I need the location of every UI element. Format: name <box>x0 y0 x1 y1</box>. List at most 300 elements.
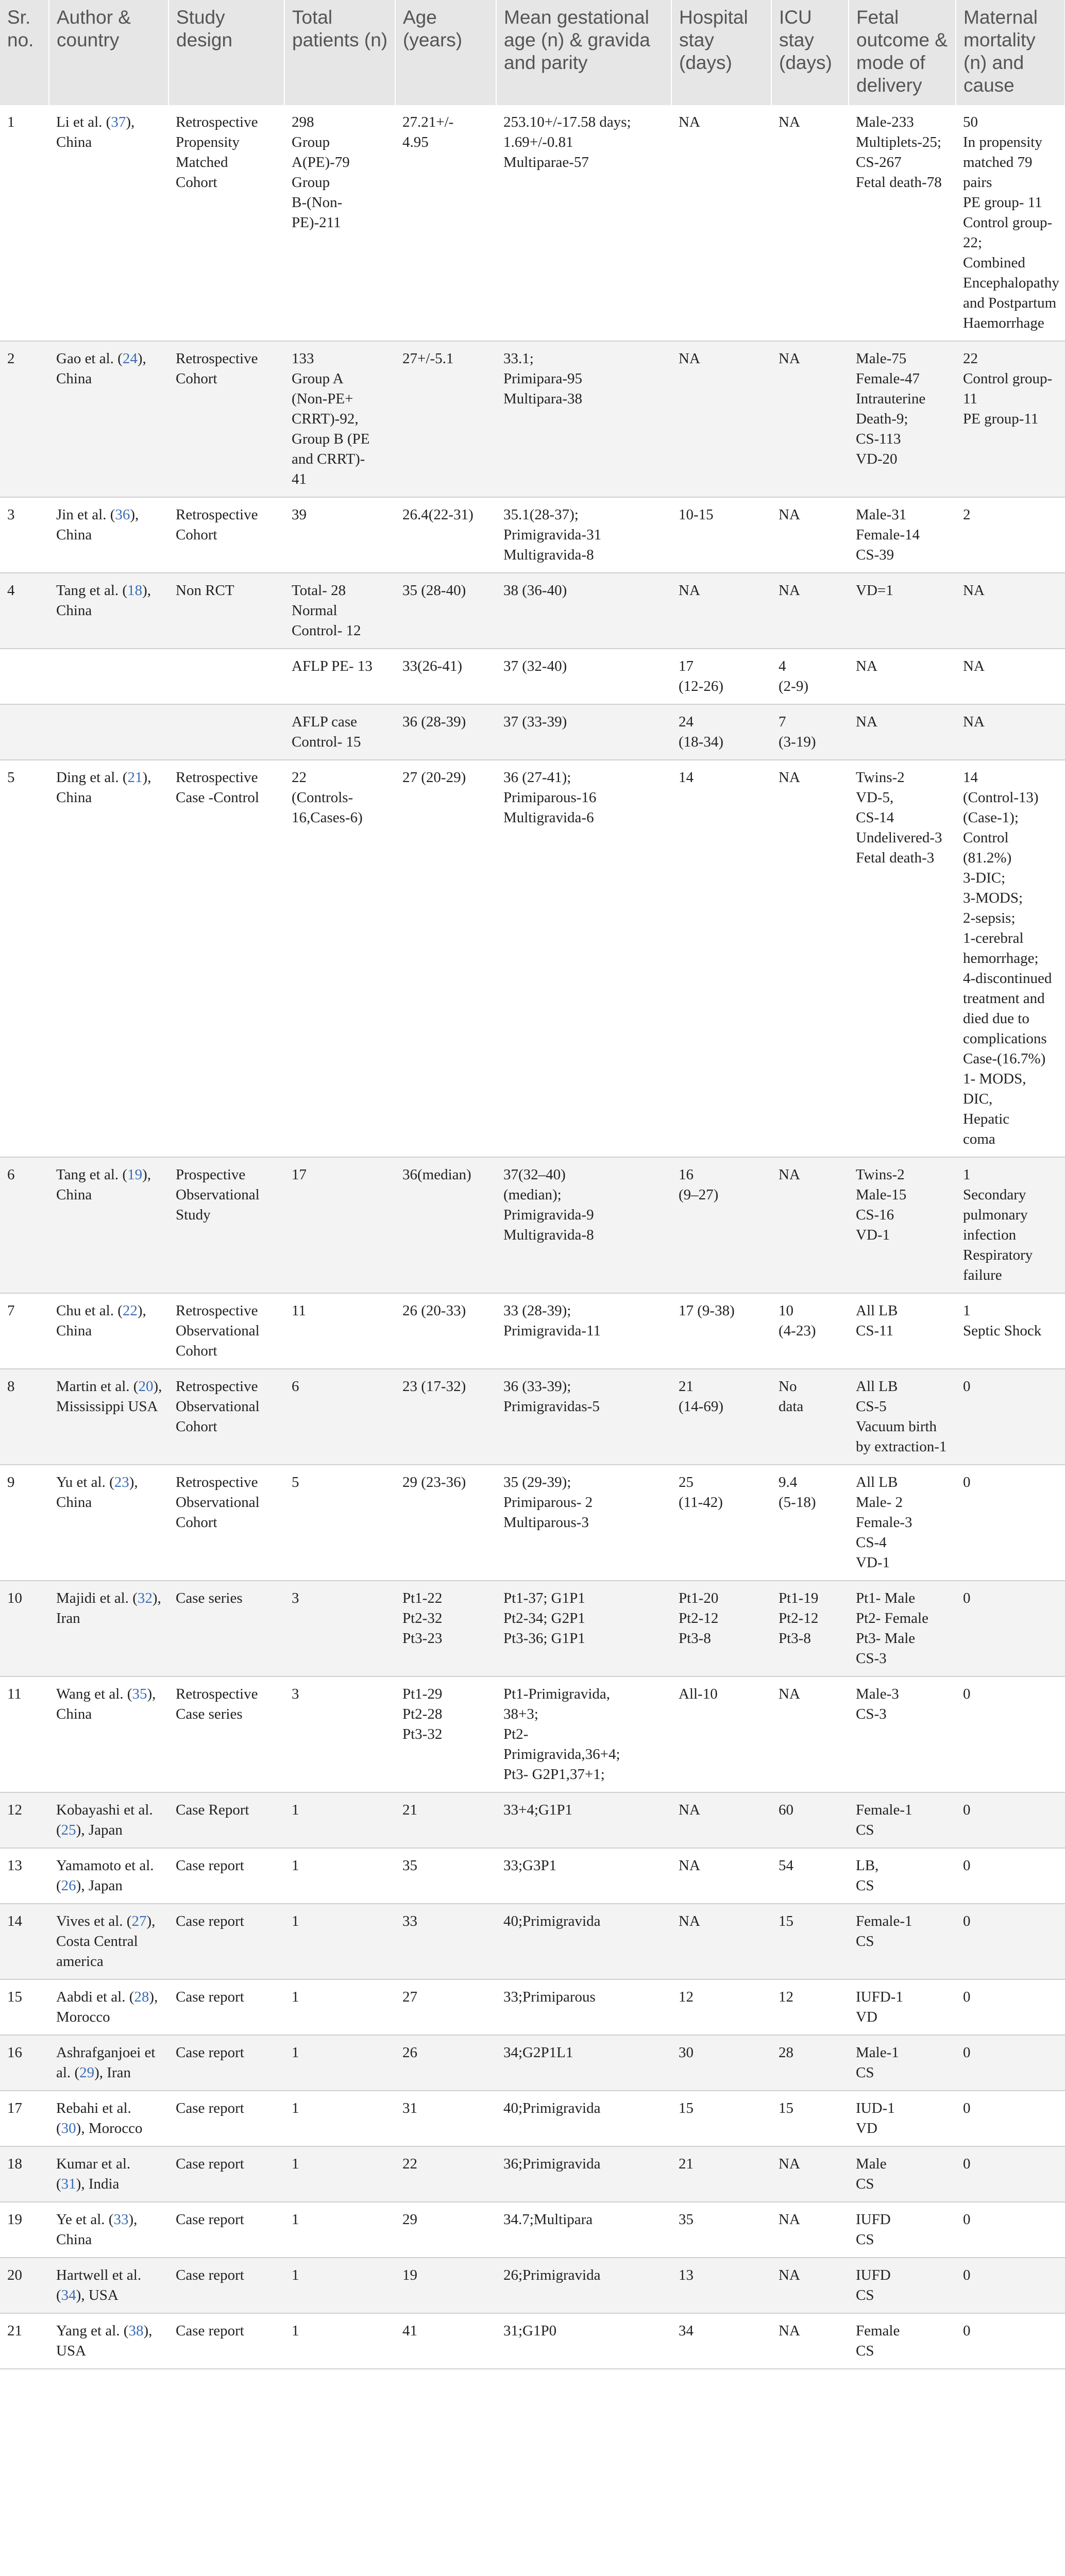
sr-no-cell: 18 <box>0 2146 49 2202</box>
cell-line: AFLP PE- 13 <box>292 658 373 674</box>
age-cell <box>395 1848 496 1904</box>
cell-line: 17 <box>679 658 694 674</box>
age-cell <box>395 1465 496 1581</box>
gestational-age-cell <box>496 1369 671 1465</box>
cell-line: 54 <box>779 1857 793 1874</box>
cell-line: Pt3-36; G1P1 <box>503 1630 585 1647</box>
cell-line: 0 <box>963 2267 971 2283</box>
table-row <box>0 1581 1065 1676</box>
cell-line: PE group- 11 <box>963 194 1042 211</box>
cell-line: 27.21+/- <box>402 114 454 130</box>
header-maternal-mortality: Maternal mortality (n) and cause <box>956 0 1065 105</box>
study-design-cell <box>168 1792 284 1848</box>
country: Iran <box>107 2064 131 2081</box>
total-patients-cell <box>284 497 395 573</box>
header-icu-stay: ICU stay (days) <box>771 0 849 105</box>
country: Morocco <box>88 2120 143 2137</box>
cell-line: CS <box>856 2343 874 2359</box>
study-design-cell <box>168 341 284 497</box>
cell-line: (14-69) <box>679 1398 723 1415</box>
cell-line: 0 <box>963 2323 971 2339</box>
sr-no-cell: 2 <box>0 341 49 497</box>
hospital-stay-cell <box>671 1293 771 1369</box>
icu-stay-cell <box>771 2146 849 2202</box>
author-name: Majidi et al. <box>56 1590 129 1606</box>
cell-line: 35 (29-39); <box>503 1474 571 1490</box>
cell-line: 14 <box>963 769 978 786</box>
cell-line: NA <box>856 714 877 730</box>
sr-no-cell: 16 <box>0 2035 49 2091</box>
cell-line: Primigravida-11 <box>503 1323 601 1339</box>
cell-line: 39 <box>292 506 307 523</box>
cell-line: Retrospective <box>176 350 258 367</box>
cell-line: Group A <box>292 370 344 387</box>
cell-line: Multiparous-3 <box>503 1514 589 1531</box>
hospital-stay-cell <box>671 105 771 341</box>
reference-link[interactable]: 34 <box>61 2287 76 2303</box>
cell-line: Control (81.2%) <box>963 829 1012 866</box>
cell-line: VD-5, <box>856 789 894 806</box>
cell-line: Prospective <box>176 1166 246 1183</box>
gestational-age-cell <box>496 497 671 573</box>
cell-line: 34 <box>679 2323 694 2339</box>
reference-link[interactable]: 19 <box>127 1166 143 1183</box>
cell-line: 17 <box>292 1166 307 1183</box>
cell-line: NA <box>779 2323 800 2339</box>
sr-no-cell: 20 <box>0 2258 49 2313</box>
study-design-cell <box>168 1676 284 1792</box>
cell-line: CS-113 <box>856 431 901 447</box>
cell-line: 3-DIC; <box>963 870 1006 886</box>
icu-stay-cell <box>771 497 849 573</box>
cell-line: Cohort <box>176 527 217 543</box>
cell-line: Multigravida-8 <box>503 1227 594 1243</box>
cell-line: VD=1 <box>856 582 893 599</box>
country: China <box>56 2231 92 2248</box>
author-country-cell: Hartwell et al. (34), USA <box>49 2258 168 2313</box>
icu-stay-cell <box>771 649 849 704</box>
hospital-stay-cell <box>671 2091 771 2146</box>
fetal-outcome-cell <box>849 760 956 1157</box>
total-patients-cell <box>284 1465 395 1581</box>
table-row <box>0 1465 1065 1581</box>
cell-line: 36;Primigravida <box>503 2156 601 2172</box>
author-country-cell: Martin et al. (20), Mississippi USA <box>49 1369 168 1465</box>
fetal-outcome-cell <box>849 1676 956 1792</box>
cell-line: Male-15 <box>856 1187 907 1203</box>
cell-line: 22 <box>402 2156 417 2172</box>
gestational-age-cell <box>496 704 671 760</box>
fetal-outcome-cell <box>849 1369 956 1465</box>
header-hospital-stay: Hospital stay (days) <box>671 0 771 105</box>
cell-line: 16 <box>679 1166 694 1183</box>
cell-line: 1 <box>963 1302 971 1319</box>
icu-stay-cell <box>771 1465 849 1581</box>
cell-line: 35 (28-40) <box>402 582 466 599</box>
icu-stay-cell <box>771 2258 849 2313</box>
cell-line: Group B (PE <box>292 431 370 447</box>
cell-line: 1 <box>292 2267 299 2283</box>
cell-line: Fetal death-3 <box>856 850 935 866</box>
hospital-stay-cell <box>671 1157 771 1293</box>
reference-link[interactable]: 30 <box>61 2120 76 2137</box>
maternal-mortality-cell <box>956 1904 1065 1979</box>
cell-line: 0 <box>963 1590 971 1606</box>
cell-line: Male-75 <box>856 350 907 367</box>
reference-link[interactable]: 26 <box>61 1877 76 1894</box>
cell-line: CS-3 <box>856 1650 887 1667</box>
reference-link[interactable]: 31 <box>61 2176 76 2192</box>
study-design-cell <box>168 2146 284 2202</box>
cell-line: Case series <box>176 1590 243 1606</box>
cell-line: CS-11 <box>856 1323 894 1339</box>
fetal-outcome-cell <box>849 341 956 497</box>
maternal-mortality-cell <box>956 2313 1065 2369</box>
reference-link[interactable]: 36 <box>115 506 130 523</box>
cell-line: (11-42) <box>679 1494 723 1511</box>
cell-line: 33;Primiparous <box>503 1989 596 2005</box>
cell-line: infection <box>963 1227 1017 1243</box>
cell-line: 35.1(28-37); <box>503 506 579 523</box>
author-name: Martin et al. <box>56 1378 130 1395</box>
cell-line: (Case-1); <box>963 809 1019 826</box>
cell-line: Pt3-32 <box>402 1726 443 1742</box>
sr-no-cell: 7 <box>0 1293 49 1369</box>
table-row <box>0 2035 1065 2091</box>
cell-line: 0 <box>963 2044 971 2061</box>
gestational-age-cell <box>496 1157 671 1293</box>
gestational-age-cell <box>496 1581 671 1676</box>
icu-stay-cell <box>771 704 849 760</box>
cell-line: Pt3-8 <box>679 1630 711 1647</box>
cell-line: 1 <box>292 1989 299 2005</box>
table-row <box>0 2091 1065 2146</box>
cell-line: A(PE)-79 <box>292 154 350 171</box>
cell-line: Case series <box>176 1706 243 1722</box>
cell-line: Case report <box>176 1989 244 2005</box>
cell-line: 1-cerebral <box>963 930 1024 946</box>
reference-link[interactable]: 29 <box>79 2064 95 2081</box>
country: Iran <box>56 1610 80 1626</box>
cell-line: 50 <box>963 114 978 130</box>
country: Mississippi USA <box>56 1398 158 1415</box>
cell-line: Cohort <box>176 370 217 387</box>
total-patients-cell <box>284 649 395 704</box>
hospital-stay-cell <box>671 2258 771 2313</box>
cell-line: 15 <box>779 1913 793 1929</box>
reference-link[interactable]: 21 <box>127 769 143 786</box>
age-cell <box>395 2091 496 2146</box>
reference-link[interactable]: 38 <box>128 2323 144 2339</box>
maternal-mortality-cell <box>956 1465 1065 1581</box>
gestational-age-cell <box>496 1465 671 1581</box>
cell-line: Pt1- Male <box>856 1590 916 1606</box>
age-cell <box>395 704 496 760</box>
gestational-age-cell <box>496 2035 671 2091</box>
cell-line: 27+/-5.1 <box>402 350 454 367</box>
cell-line: 21 <box>679 1378 694 1395</box>
cell-line: 33 (28-39); <box>503 1302 571 1319</box>
cell-line: Death-9; <box>856 411 908 427</box>
cell-line: Observational <box>176 1323 260 1339</box>
cell-line: Pt2-12 <box>779 1610 819 1626</box>
gestational-age-cell <box>496 1676 671 1792</box>
reference-link[interactable]: 37 <box>111 114 126 130</box>
cell-line: NA <box>679 350 700 367</box>
author-name: Li et al. <box>56 114 103 130</box>
cell-line: Observational <box>176 1494 260 1511</box>
cell-line: 10 <box>779 1302 793 1319</box>
table-row <box>0 1369 1065 1465</box>
reference-link[interactable]: 22 <box>122 1302 138 1319</box>
cell-line: Pt3-23 <box>402 1630 443 1647</box>
cell-line: Male- 2 <box>856 1494 903 1511</box>
cell-line: 26 (20-33) <box>402 1302 466 1319</box>
cell-line: Cohort <box>176 1418 217 1435</box>
cell-line: NA <box>679 582 700 599</box>
fetal-outcome-cell <box>849 2035 956 2091</box>
cell-line: 3 <box>292 1686 299 1702</box>
country: China <box>56 1706 92 1722</box>
maternal-mortality-cell <box>956 1676 1065 1792</box>
cell-line: PE group-11 <box>963 411 1039 427</box>
cell-line: (4-23) <box>779 1323 816 1339</box>
cell-line: 34.7;Multipara <box>503 2211 593 2228</box>
cell-line: Pt1-20 <box>679 1590 719 1606</box>
fetal-outcome-cell <box>849 1848 956 1904</box>
cell-line: Secondary <box>963 1187 1026 1203</box>
author-name: Ding et al. <box>56 769 119 786</box>
cell-line: 4 <box>779 658 786 674</box>
cell-line: 1 <box>292 1802 299 1818</box>
cell-line: (18-34) <box>679 734 723 750</box>
gestational-age-cell <box>496 573 671 649</box>
cell-line: Case report <box>176 1913 244 1929</box>
table-row <box>0 1848 1065 1904</box>
cell-line: Vacuum birth <box>856 1418 937 1435</box>
author-name: Vives et al. <box>56 1913 123 1929</box>
country: China <box>56 602 92 619</box>
cell-line: 60 <box>779 1802 793 1818</box>
cell-line: 33 <box>402 1913 417 1929</box>
maternal-mortality-cell <box>956 1581 1065 1676</box>
fetal-outcome-cell <box>849 105 956 341</box>
author-name: Wang et al. <box>56 1686 124 1702</box>
reference-link[interactable]: 35 <box>132 1686 147 1702</box>
author-name: Tang et al. <box>56 582 119 599</box>
gestational-age-cell <box>496 1792 671 1848</box>
maternal-mortality-cell <box>956 1848 1065 1904</box>
table-row <box>0 1904 1065 1979</box>
header-total-patients: Total patients (n) <box>284 0 395 105</box>
reference-link[interactable]: 24 <box>122 350 138 367</box>
maternal-mortality-cell <box>956 649 1065 704</box>
cell-line: matched 79 pairs <box>963 154 1033 191</box>
total-patients-cell <box>284 760 395 1157</box>
cell-line: VD <box>856 2120 877 2137</box>
cell-line: Male-1 <box>856 2044 899 2061</box>
cell-line: 33;G3P1 <box>503 1857 557 1874</box>
cell-line: 0 <box>963 1913 971 1929</box>
cell-line: In propensity <box>963 134 1042 150</box>
icu-stay-cell <box>771 341 849 497</box>
author-country-cell: Kumar et al. (31), India <box>49 2146 168 2202</box>
age-cell <box>395 2313 496 2369</box>
cell-line: 15 <box>779 2100 793 2116</box>
cell-line: Pt2-34; G2P1 <box>503 1610 585 1626</box>
cell-line: Retrospective <box>176 1378 258 1395</box>
gestational-age-cell <box>496 1293 671 1369</box>
cell-line: Control group- <box>963 214 1053 231</box>
cell-line: CS-39 <box>856 547 894 563</box>
fetal-outcome-cell <box>849 1792 956 1848</box>
cell-line: 19 <box>402 2267 417 2283</box>
cell-line: Pt2- <box>503 1726 529 1742</box>
table-row <box>0 497 1065 573</box>
cell-line: NA <box>779 2267 800 2283</box>
country: Costa Central america <box>56 1933 138 1970</box>
cell-line: 2-sepsis; <box>963 910 1016 926</box>
cell-line: 1 <box>963 1166 971 1183</box>
author-country-cell: Tang et al. (19), China <box>49 1157 168 1293</box>
total-patients-cell <box>284 105 395 341</box>
cell-line: CRRT)-92, <box>292 411 359 427</box>
cell-line: IUFD-1 <box>856 1989 903 2005</box>
cell-line: 13 <box>679 2267 694 2283</box>
author-country-cell: Ashrafganjoei et al. (29), Iran <box>49 2035 168 2091</box>
cell-line: NA <box>679 1802 700 1818</box>
cell-line: IUD-1 <box>856 2100 895 2116</box>
author-country-cell: Ye et al. (33), China <box>49 2202 168 2258</box>
cell-line: 33(26-41) <box>402 658 462 674</box>
reference-link[interactable]: 33 <box>113 2211 129 2228</box>
author-name: Yang et al. <box>56 2323 120 2339</box>
maternal-mortality-cell <box>956 2258 1065 2313</box>
cell-line: Retrospective <box>176 114 258 130</box>
reference-link[interactable]: 32 <box>137 1590 153 1606</box>
reference-link[interactable]: 18 <box>127 582 143 599</box>
cell-line: 0 <box>963 2100 971 2116</box>
cell-line: B-(Non- <box>292 194 343 211</box>
reference-link[interactable]: 28 <box>134 1989 149 2005</box>
gestational-age-cell <box>496 1979 671 2035</box>
fetal-outcome-cell <box>849 1979 956 2035</box>
table-row <box>0 105 1065 341</box>
cell-line: Male-31 <box>856 506 907 523</box>
cell-line: NA <box>963 714 985 730</box>
gestational-age-cell <box>496 2146 671 2202</box>
fetal-outcome-cell <box>849 1157 956 1293</box>
cell-line: NA <box>679 114 700 130</box>
cell-line: Retrospective <box>176 1474 258 1490</box>
reference-link[interactable]: 20 <box>138 1378 154 1395</box>
cell-line: AFLP case <box>292 714 357 730</box>
cell-line: 37 (33-39) <box>503 714 567 730</box>
cell-line: All LB <box>856 1378 898 1395</box>
icu-stay-cell <box>771 2313 849 2369</box>
cell-line: 3 <box>292 1590 299 1606</box>
author-country-cell: Li et al. (37), China <box>49 105 168 341</box>
icu-stay-cell <box>771 760 849 1157</box>
cell-line: 298 <box>292 114 314 130</box>
hospital-stay-cell <box>671 1676 771 1792</box>
cell-line: Male-233 <box>856 114 914 130</box>
country: India <box>88 2176 120 2192</box>
hospital-stay-cell <box>671 649 771 704</box>
fetal-outcome-cell <box>849 2258 956 2313</box>
author-name: Kumar et al. <box>56 2156 131 2172</box>
maternal-mortality-cell <box>956 2202 1065 2258</box>
hospital-stay-cell <box>671 760 771 1157</box>
reference-link[interactable]: 23 <box>114 1474 129 1490</box>
cell-line: NA <box>779 1166 800 1183</box>
cell-line: Case report <box>176 2323 244 2339</box>
cell-line: Multiplets-25; <box>856 134 941 150</box>
cell-line: 133 <box>292 350 314 367</box>
cell-line: Total- 28 <box>292 582 346 599</box>
table-row <box>0 760 1065 1157</box>
cell-line: (Control-13) <box>963 789 1039 806</box>
cell-line: All-10 <box>679 1686 718 1702</box>
cell-line: hemorrhage; <box>963 950 1039 967</box>
gestational-age-cell <box>496 1848 671 1904</box>
table-row <box>0 649 1065 704</box>
author-name: Ye et al. <box>56 2211 105 2228</box>
age-cell <box>395 760 496 1157</box>
author-country-cell: Kobayashi et al. (25), Japan <box>49 1792 168 1848</box>
cell-line: 12 <box>779 1989 793 2005</box>
cell-line: NA <box>779 114 800 130</box>
fetal-outcome-cell <box>849 1465 956 1581</box>
cell-line: All LB <box>856 1474 898 1490</box>
icu-stay-cell <box>771 2202 849 2258</box>
maternal-mortality-cell <box>956 341 1065 497</box>
icu-stay-cell <box>771 2035 849 2091</box>
author-country-cell: Tang et al. (18), China <box>49 573 168 649</box>
cell-line: Retrospective <box>176 769 258 786</box>
cell-line: 35 <box>402 1857 417 1874</box>
sr-no-cell <box>0 649 49 704</box>
cell-line: 26;Primigravida <box>503 2267 601 2283</box>
reference-link[interactable]: 27 <box>131 1913 147 1929</box>
cell-line: 34;G2P1L1 <box>503 2044 573 2061</box>
header-fetal-outcome: Fetal outcome & mode of delivery <box>849 0 956 105</box>
cell-line: 21 <box>679 2156 694 2172</box>
cell-line: and Postpartum <box>963 295 1057 311</box>
cell-line: IUFD <box>856 2211 891 2228</box>
cell-line: 4-discontinued <box>963 970 1052 987</box>
cell-line: 9.4 <box>779 1474 798 1490</box>
cell-line: VD-20 <box>856 451 898 467</box>
total-patients-cell <box>284 704 395 760</box>
total-patients-cell <box>284 2202 395 2258</box>
cell-line: (3-19) <box>779 734 816 750</box>
hospital-stay-cell <box>671 573 771 649</box>
cell-line: 35 <box>679 2211 694 2228</box>
total-patients-cell <box>284 2258 395 2313</box>
cell-line: Pt1-37; G1P1 <box>503 1590 585 1606</box>
author-name: Hartwell et al. <box>56 2267 142 2283</box>
cell-line: Intrauterine <box>856 391 926 407</box>
reference-link[interactable]: 25 <box>61 1822 76 1838</box>
hospital-stay-cell <box>671 2035 771 2091</box>
gestational-age-cell <box>496 2091 671 2146</box>
cell-line: 29 <box>402 2211 417 2228</box>
cell-line: and CRRT)- <box>292 451 365 467</box>
total-patients-cell <box>284 1848 395 1904</box>
study-design-cell <box>168 573 284 649</box>
cell-line: (Non-PE+ <box>292 391 353 407</box>
